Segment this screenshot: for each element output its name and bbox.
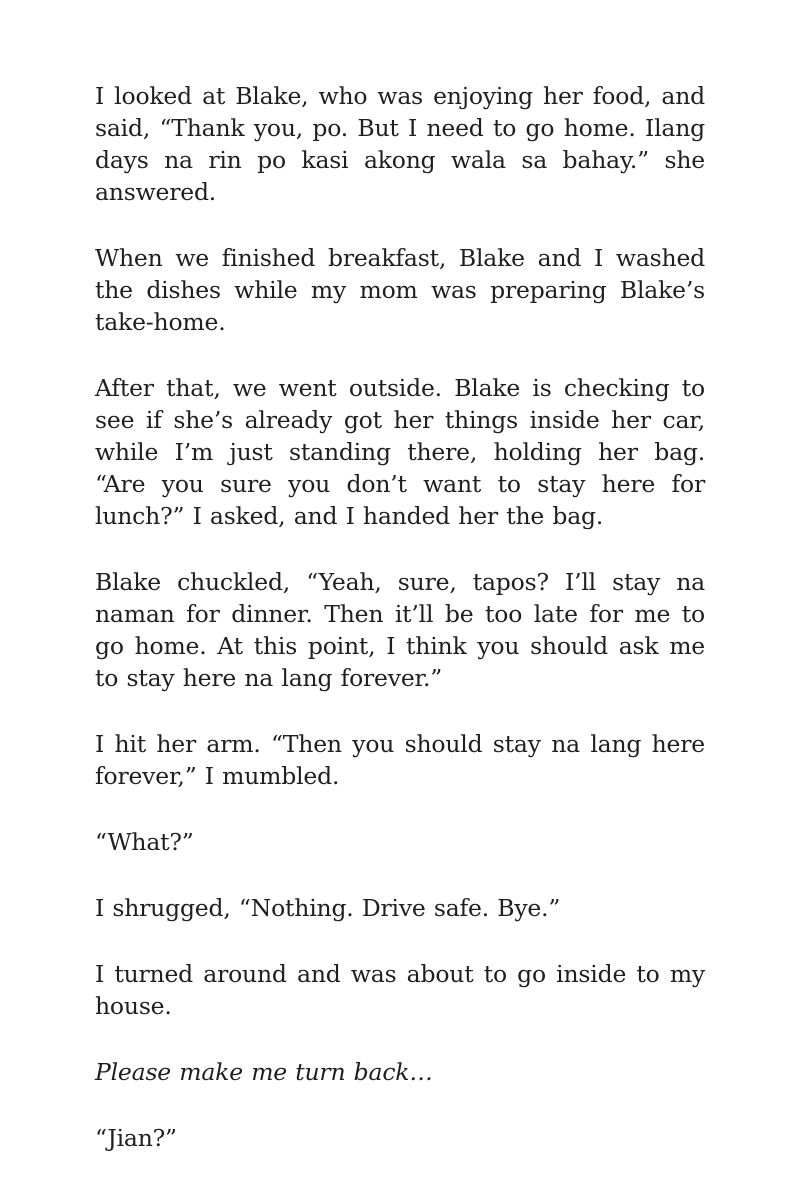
paragraph-7: I shrugged, “Nothing. Drive safe. Bye.”: [95, 894, 561, 922]
paragraph-1: I looked at Blake, who was enjoying her food, and said, “Thank you, po. But I need to go home. Ilang days na rin po kasi akong wala sa bahay.” she answered.: [95, 82, 705, 206]
paragraph-6: “What?”: [95, 828, 194, 856]
paragraph-2: When we finished breakfast, Blake and I washed the dishes while my mom was preparing Blake’s take-home.: [95, 244, 705, 336]
paragraph-9-italic: Please make me turn back…: [95, 1058, 433, 1086]
paragraph-10: “Jian?”: [95, 1124, 177, 1152]
paragraph-4: Blake chuckled, “Yeah, sure, tapos? I’ll stay na naman for dinner. Then it’ll be too late for me to go home. At this point, I think you should ask me to stay here na lang forever.”: [95, 568, 705, 692]
paragraph-8: I turned around and was about to go inside to my house.: [95, 960, 705, 1020]
paragraph-5: I hit her arm. “Then you should stay na lang here forever,” I mumbled.: [95, 730, 705, 790]
paragraph-3: After that, we went outside. Blake is checking to see if she’s already got her things inside her car, while I’m just standing there, holding her bag. “Are you sure you don’t want to stay here for lunch?” I asked, and I handed her the bag.: [95, 374, 705, 530]
